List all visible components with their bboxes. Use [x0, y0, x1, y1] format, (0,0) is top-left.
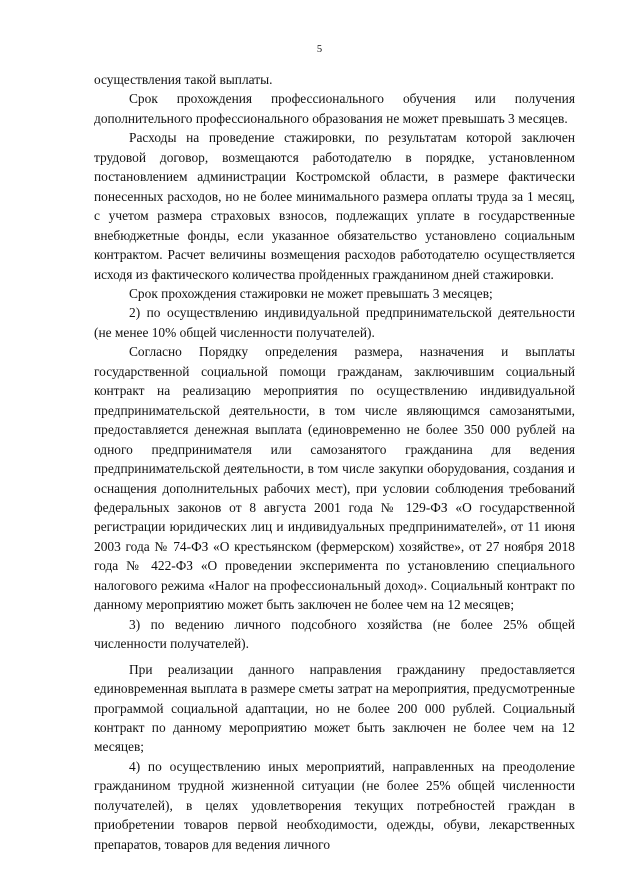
paragraph-continuation: осуществления такой выплаты. [94, 72, 273, 87]
paragraph-entrepreneurship-procedure: Согласно Порядку определения размера, назначения и выплаты государственной социальной помощи гражданам, заключившим социальный контракт на реализацию мероприятия по осуществлению индивидуальной предпринимательской деятельности, в том числе являющимся самозанятыми, предоставляется денежная выплата (единовременно не более 350 000 рублей на одного предпринимателя или самозанятого гражданина для ведения предпринимательской деятельности, в том числе закупки оборудования, создания и оснащения дополнительных рабочих мест), при условии соблюдения требований федеральных законов от 8 августа 2001 года № 129-ФЗ «О государственной регистрации юридических лиц и индивидуальных предпринимателей», от 11 июня 2003 года № 74-ФЗ «О крестьянском (фермерском) хозяйстве», от 27 ноября 2018 года № 422-ФЗ «О проведении эксперимента по установлению специального налогового режима «Налог на профессиональный доход». Социальный контракт по данному мероприятию может быть заключен не более чем на 12 месяцев; [94, 344, 575, 613]
page-number: 5 [316, 44, 323, 55]
paragraph-item-2: 2) по осуществлению индивидуальной предпринимательской деятельности (не менее 10% общей численности получателей). [94, 305, 575, 340]
paragraph-internship-duration: Срок прохождения стажировки не может превышать 3 месяцев; [129, 285, 493, 301]
paragraph-household-payment: При реализации данного направления гражданину предоставляется единовременная выплата в размере сметы затрат на мероприятия, предусмотренные программой социальной адаптации, но не более 200 000 рублей. Социальный контракт по данному мероприятию может быть заключен не более чем на 12 месяцев; [94, 661, 575, 755]
paragraph-training-duration: Срок прохождения профессионального обучения или получения дополнительного профессионального образования не может превышать 3 месяцев. [94, 91, 575, 126]
paragraph-internship-expenses: Расходы на проведение стажировки, по результатам которой заключен трудовой договор, возмещаются работодателю в порядке, установленном постановлением администрации Костромской области, в размере фактически понесенных расходов, но не более минимального размера оплаты труда за 1 месяц, с учетом размера страховых взносов, подлежащих уплате в государственные внебюджетные фонды, если указанное обязательство установлено социальным контрактом. Расчет величины возмещения расходов работодателю осуществляется исходя из фактического количества пройденных гражданином дней стажировки. [94, 130, 575, 282]
document-body [94, 70, 575, 854]
paragraph-item-3: 3) по ведению личного подсобного хозяйства (не более 25% общей численности получателей). [94, 616, 575, 652]
paragraph-item-4: 4) по осуществлению иных мероприятий, направленных на преодоление гражданином трудной жизненной ситуации (не более 25% общей численности получателей), в целях удовлетворения текущих потребностей граждан в приобретении товаров первой необходимости, одежды, обуви, лекарственных препаратов, товаров для ведения личного [94, 758, 575, 852]
